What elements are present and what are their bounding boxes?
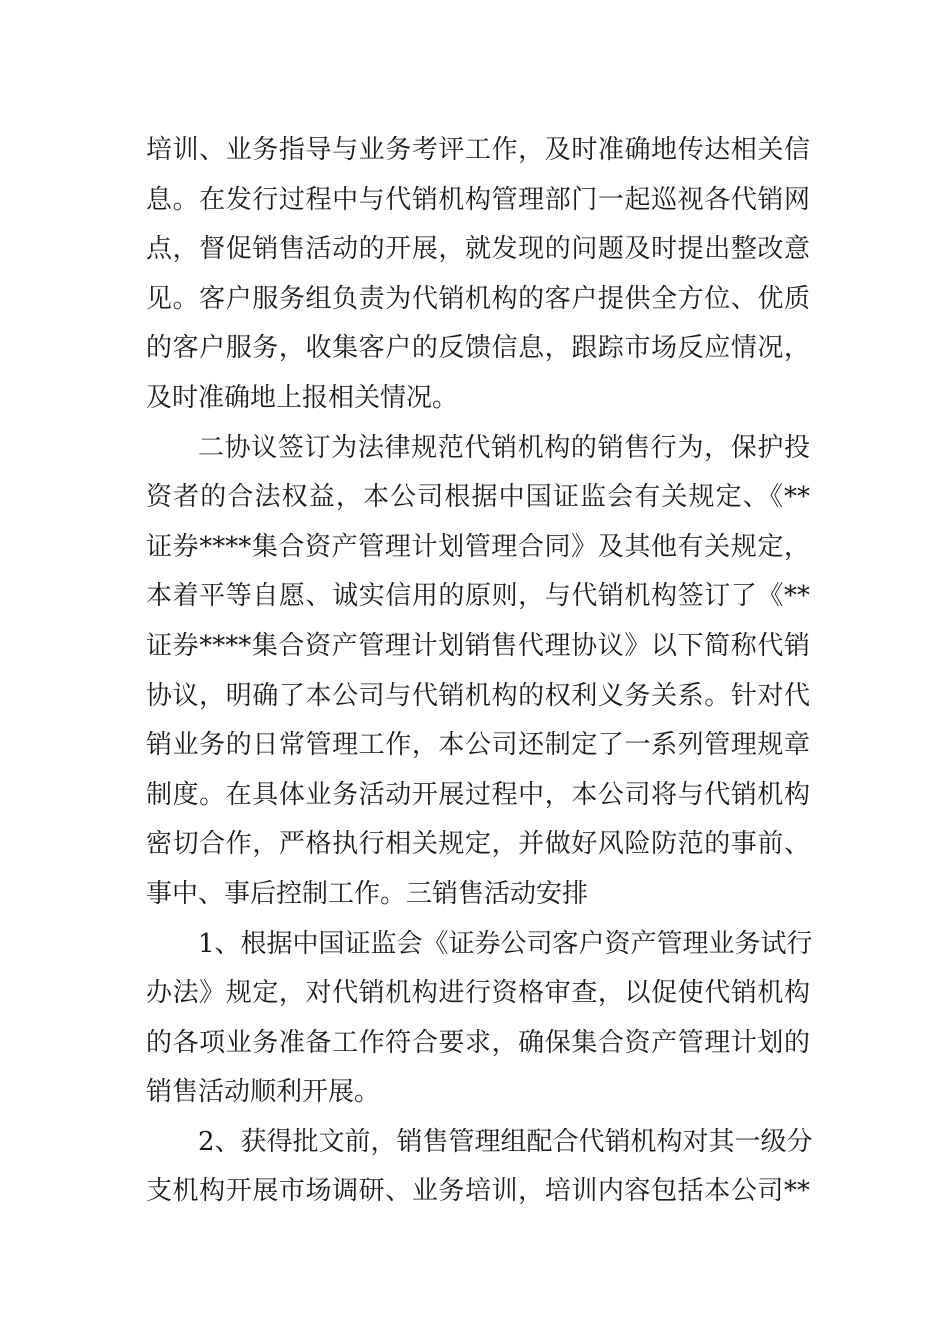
text-line: 证券****集合资产管理计划管理合同》及其他有关规定， bbox=[146, 531, 810, 562]
text-line: 的客户服务，收集客户的反馈信息，跟踪市场反应情况， bbox=[146, 333, 810, 364]
text-line: 事中、事后控制工作。三销售活动安排 bbox=[146, 878, 589, 909]
text-line: 制度。在具体业务活动开展过程中，本公司将与代销机构 bbox=[146, 779, 810, 810]
text-line: 的各项业务准备工作符合要求，确保集合资产管理计划的 bbox=[146, 1027, 810, 1058]
text-line: 1、根据中国证监会《证券公司客户资产管理业务试行 bbox=[198, 928, 813, 959]
text-line: 息。在发行过程中与代销机构管理部门一起巡视各代销网 bbox=[146, 184, 810, 215]
text-line: 见。客户服务组负责为代销机构的客户提供全方位、优质 bbox=[146, 283, 810, 314]
text-line: 销售活动顺利开展。 bbox=[146, 1077, 381, 1108]
text-line: 协议，明确了本公司与代销机构的权利义务关系。针对代 bbox=[146, 680, 810, 711]
text-line: 及时准确地上报相关情况。 bbox=[146, 382, 459, 413]
text-line: 办法》规定，对代销机构进行资格审查，以促使代销机构 bbox=[146, 978, 810, 1009]
text-line: 资者的合法权益，本公司根据中国证监会有关规定、《** bbox=[146, 482, 810, 513]
document-body bbox=[146, 126, 813, 1217]
text-line: 本着平等自愿、诚实信用的原则，与代销机构签订了《** bbox=[146, 581, 810, 612]
text-line: 支机构开展市场调研、业务培训，培训内容包括本公司** bbox=[146, 1176, 810, 1207]
text-line: 2、获得批文前，销售管理组配合代销机构对其一级分 bbox=[198, 1126, 813, 1157]
text-line: 证券****集合资产管理计划销售代理协议》以下简称代销 bbox=[146, 630, 810, 661]
text-line: 培训、业务指导与业务考评工作，及时准确地传达相关信 bbox=[146, 135, 810, 165]
text-line: 点，督促销售活动的开展，就发现的问题及时提出整改意 bbox=[146, 234, 810, 265]
text-line: 密切合作，严格执行相关规定，并做好风险防范的事前、 bbox=[146, 829, 810, 860]
text-line: 销业务的日常管理工作，本公司还制定了一系列管理规章 bbox=[146, 730, 810, 761]
text-line: 二协议签订为法律规范代销机构的销售行为，保护投 bbox=[198, 432, 810, 463]
